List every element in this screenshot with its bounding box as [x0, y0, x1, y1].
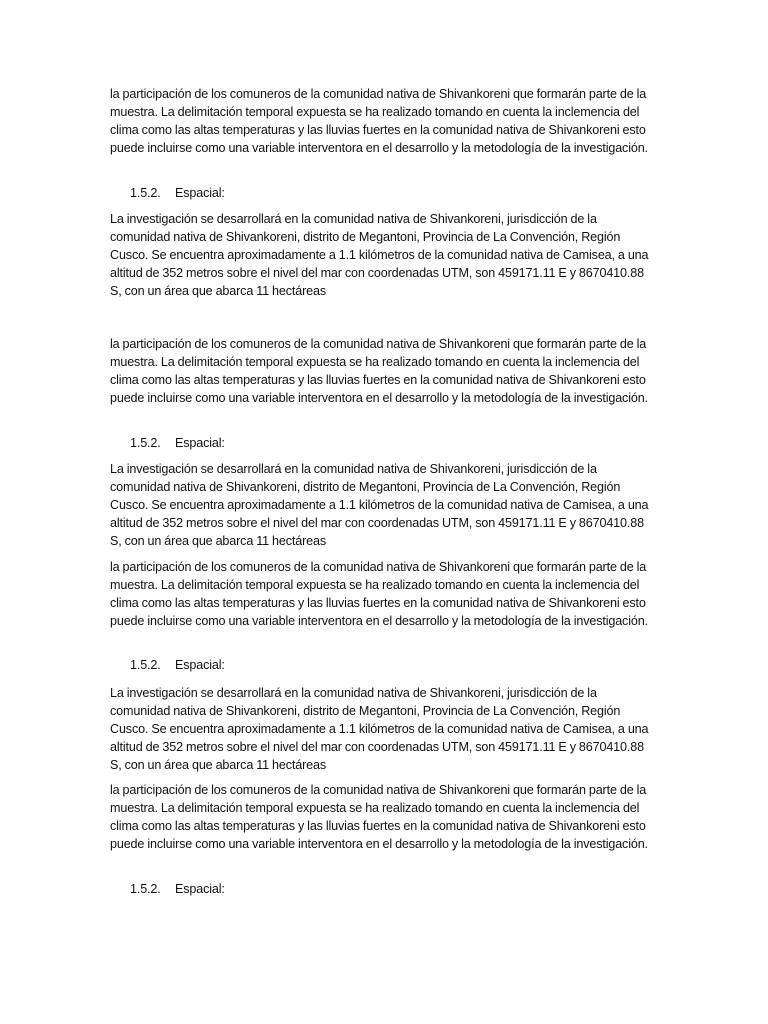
section-number: 1.5.2.	[130, 658, 161, 672]
paragraph-ubicacion: La investigación se desarrollará en la comunidad nativa de Shivankoreni, jurisdicción de la comunidad nativa de Shivankoreni, distrito de Megantoni, Provincia de La Convención, Región Cusco. Se encuentra aproximadamente a 1.1 kilómetros de la comunidad nativa de Camisea, a una altitud de 352 metros sobre el nivel del mar con coordenadas UTM, son 459171.11 E y 8670410.88 S, con un área que abarca 11 hectáreas	[110, 212, 649, 298]
section-heading-espacial	[130, 880, 225, 898]
section-heading-espacial	[130, 434, 225, 452]
paragraph-muestra: la participación de los comuneros de la comunidad nativa de Shivankoreni que formarán parte de la muestra. La delimitación temporal expuesta se ha realizado tomando en cuenta la inclemencia del clima como las altas temperaturas y las lluvias fuertes en la comunidad nativa de Shivankoreni esto puede incluirse como una variable interventora en el desarrollo y la metodología de la investigación.	[110, 560, 648, 628]
section-title: Espacial:	[175, 658, 225, 672]
paragraph-ubicacion: La investigación se desarrollará en la comunidad nativa de Shivankoreni, jurisdicción de la comunidad nativa de Shivankoreni, distrito de Megantoni, Provincia de La Convención, Región Cusco. Se encuentra aproximadamente a 1.1 kilómetros de la comunidad nativa de Camisea, a una altitud de 352 metros sobre el nivel del mar con coordenadas UTM, son 459171.11 E y 8670410.88 S, con un área que abarca 11 hectáreas	[110, 462, 649, 548]
section-title: Espacial:	[175, 882, 225, 896]
section-heading-espacial	[130, 184, 225, 202]
section-number: 1.5.2.	[130, 436, 161, 450]
section-number: 1.5.2.	[130, 882, 161, 896]
section-heading-espacial	[130, 656, 225, 674]
paragraph-muestra: la participación de los comuneros de la comunidad nativa de Shivankoreni que formarán parte de la muestra. La delimitación temporal expuesta se ha realizado tomando en cuenta la inclemencia del clima como las altas temperaturas y las lluvias fuertes en la comunidad nativa de Shivankoreni esto puede incluirse como una variable interventora en el desarrollo y la metodología de la investigación.	[110, 337, 648, 405]
section-title: Espacial:	[175, 186, 225, 200]
section-number: 1.5.2.	[130, 186, 161, 200]
paragraph-muestra: la participación de los comuneros de la comunidad nativa de Shivankoreni que formarán parte de la muestra. La delimitación temporal expuesta se ha realizado tomando en cuenta la inclemencia del clima como las altas temperaturas y las lluvias fuertes en la comunidad nativa de Shivankoreni esto puede incluirse como una variable interventora en el desarrollo y la metodología de la investigación.	[110, 87, 648, 155]
paragraph-ubicacion: La investigación se desarrollará en la comunidad nativa de Shivankoreni, jurisdicción de la comunidad nativa de Shivankoreni, distrito de Megantoni, Provincia de La Convención, Región Cusco. Se encuentra aproximadamente a 1.1 kilómetros de la comunidad nativa de Camisea, a una altitud de 352 metros sobre el nivel del mar con coordenadas UTM, son 459171.11 E y 8670410.88 S, con un área que abarca 11 hectáreas	[110, 686, 649, 772]
section-title: Espacial:	[175, 436, 225, 450]
paragraph-muestra: la participación de los comuneros de la comunidad nativa de Shivankoreni que formarán parte de la muestra. La delimitación temporal expuesta se ha realizado tomando en cuenta la inclemencia del clima como las altas temperaturas y las lluvias fuertes en la comunidad nativa de Shivankoreni esto puede incluirse como una variable interventora en el desarrollo y la metodología de la investigación.	[110, 783, 648, 851]
